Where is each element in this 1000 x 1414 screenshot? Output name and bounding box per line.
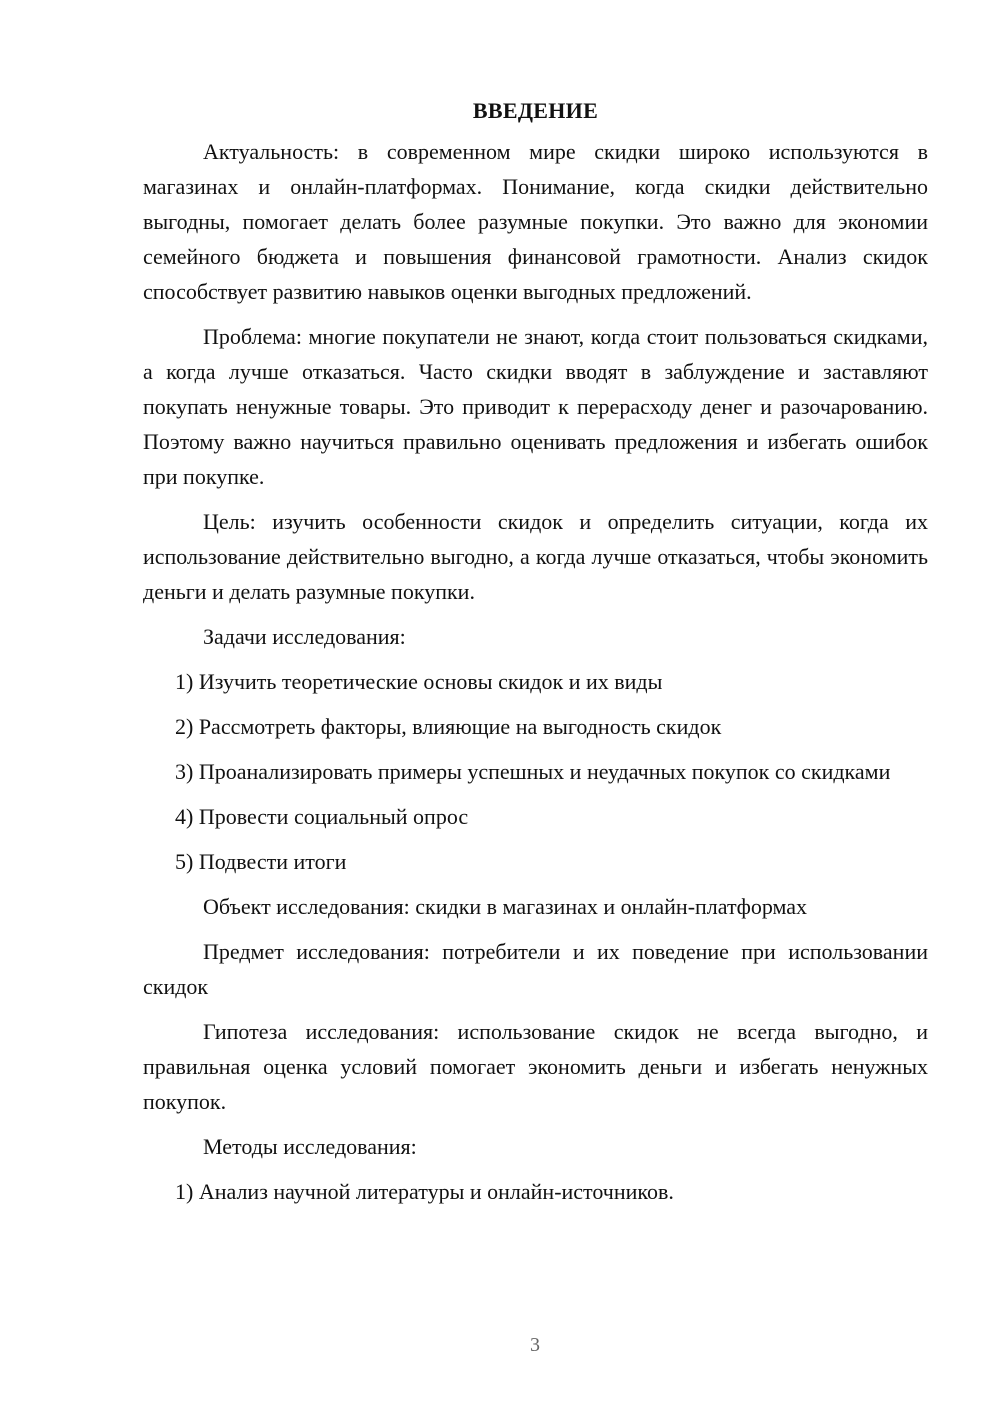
task-item-1: 1) Изучить теоретические основы скидок и их виды: [175, 669, 663, 694]
subject-paragraph: Предмет исследования: потребители и их поведение при использовании скидок: [143, 939, 928, 999]
relevance-paragraph: Актуальность: в современном мире скидки широко используются в магазинах и онлайн-платформах. Понимание, когда скидки действительно выгодны, помогает делать более разумные покупки. Это важно для экономии семейного бюджета и повышения финансовой грамотности. Анализ скидок способствует развитию навыков оценки выгодных предложений.: [143, 139, 928, 304]
page-number: 3: [530, 1334, 540, 1356]
document-page: [143, 96, 928, 1219]
object-paragraph: Объект исследования: скидки в магазинах и онлайн-платформах: [203, 894, 808, 919]
tasks-heading: Задачи исследования:: [203, 624, 406, 649]
goal-paragraph: Цель: изучить особенности скидок и определить ситуации, когда их использование действительно выгодно, а когда лучше отказаться, чтобы экономить деньги и делать разумные покупки.: [143, 509, 928, 604]
hypothesis-paragraph: Гипотеза исследования: использование скидок не всегда выгодно, и правильная оценка условий помогает экономить деньги и избегать ненужных покупок.: [143, 1019, 928, 1114]
method-item-1: 1) Анализ научной литературы и онлайн-источников.: [175, 1179, 674, 1204]
methods-heading: Методы исследования:: [203, 1134, 417, 1159]
problem-paragraph: Проблема: многие покупатели не знают, когда стоит пользоваться скидками, а когда лучше отказаться. Часто скидки вводят в заблуждение и заставляют покупать ненужные товары. Это приводит к перерасходу денег и разочарованию. Поэтому важно научиться правильно оценивать предложения и избегать ошибок при покупке.: [143, 324, 928, 489]
task-item-5: 5) Подвести итоги: [175, 849, 347, 874]
page-title: ВВЕДЕНИЕ: [472, 98, 599, 123]
task-item-4: 4) Провести социальный опрос: [175, 804, 469, 829]
task-item-3: 3) Проанализировать примеры успешных и неудачных покупок со скидками: [175, 759, 891, 784]
task-item-2: 2) Рассмотреть факторы, влияющие на выгодность скидок: [175, 714, 722, 739]
